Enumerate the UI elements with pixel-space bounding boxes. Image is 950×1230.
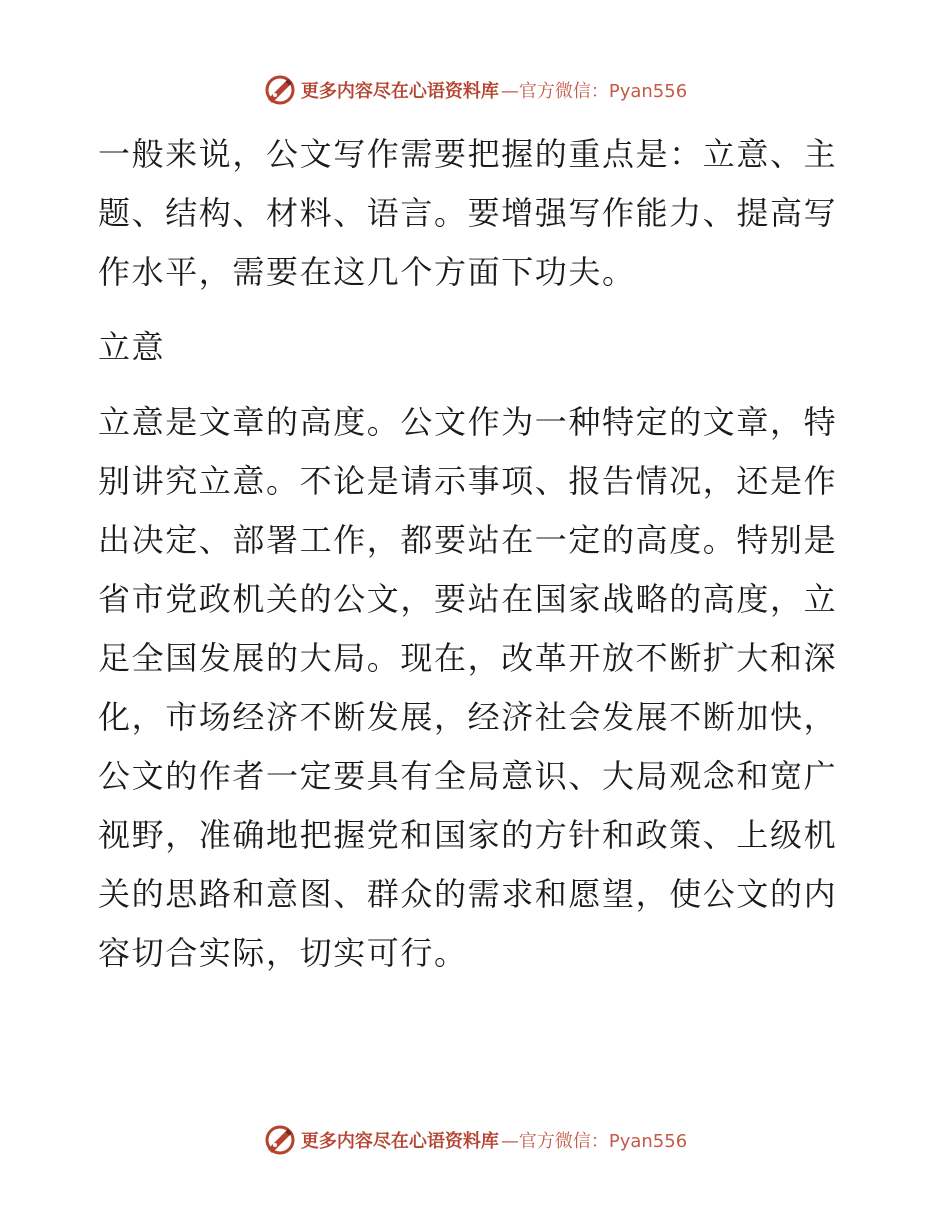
intro-paragraph: 一般来说，公文写作需要把握的重点是：立意、主题、结构、材料、语言。要增强写作能力、提高写作水平，需要在这几个方面下功夫。 [98, 135, 838, 291]
section-heading: 立意 [98, 328, 166, 366]
promo-text: 更多内容尽在心语资料库 [300, 1131, 499, 1152]
pen-circle-logo-icon [263, 1123, 297, 1157]
page-header [0, 72, 950, 108]
wechat-contact-text: —官方微信：Pyan556 [500, 81, 688, 102]
body-paragraph: 立意是文章的高度。公文作为一种特定的文章，特别讲究立意。不论是请示事项、报告情况，还是作出决定、部署工作，都要站在一定的高度。特别是省市党政机关的公文，要站在国家战略的高度，立足全国发展的大局。现在，改革开放不断扩大和深化，市场经济不断发展，经济社会发展不断加快，公文的作者一定要具有全局意识、大局观念和宽广视野，准确地把握党和国家的方针和政策、上级机关的思路和意图、群众的需求和愿望，使公文的内容切合实际，切实可行。 [98, 403, 838, 972]
pen-circle-logo-icon [263, 73, 297, 107]
page-footer [0, 1122, 950, 1158]
promo-text: 更多内容尽在心语资料库 [300, 81, 499, 102]
wechat-contact-text: —官方微信：Pyan556 [500, 1131, 688, 1152]
document-body [98, 125, 858, 999]
